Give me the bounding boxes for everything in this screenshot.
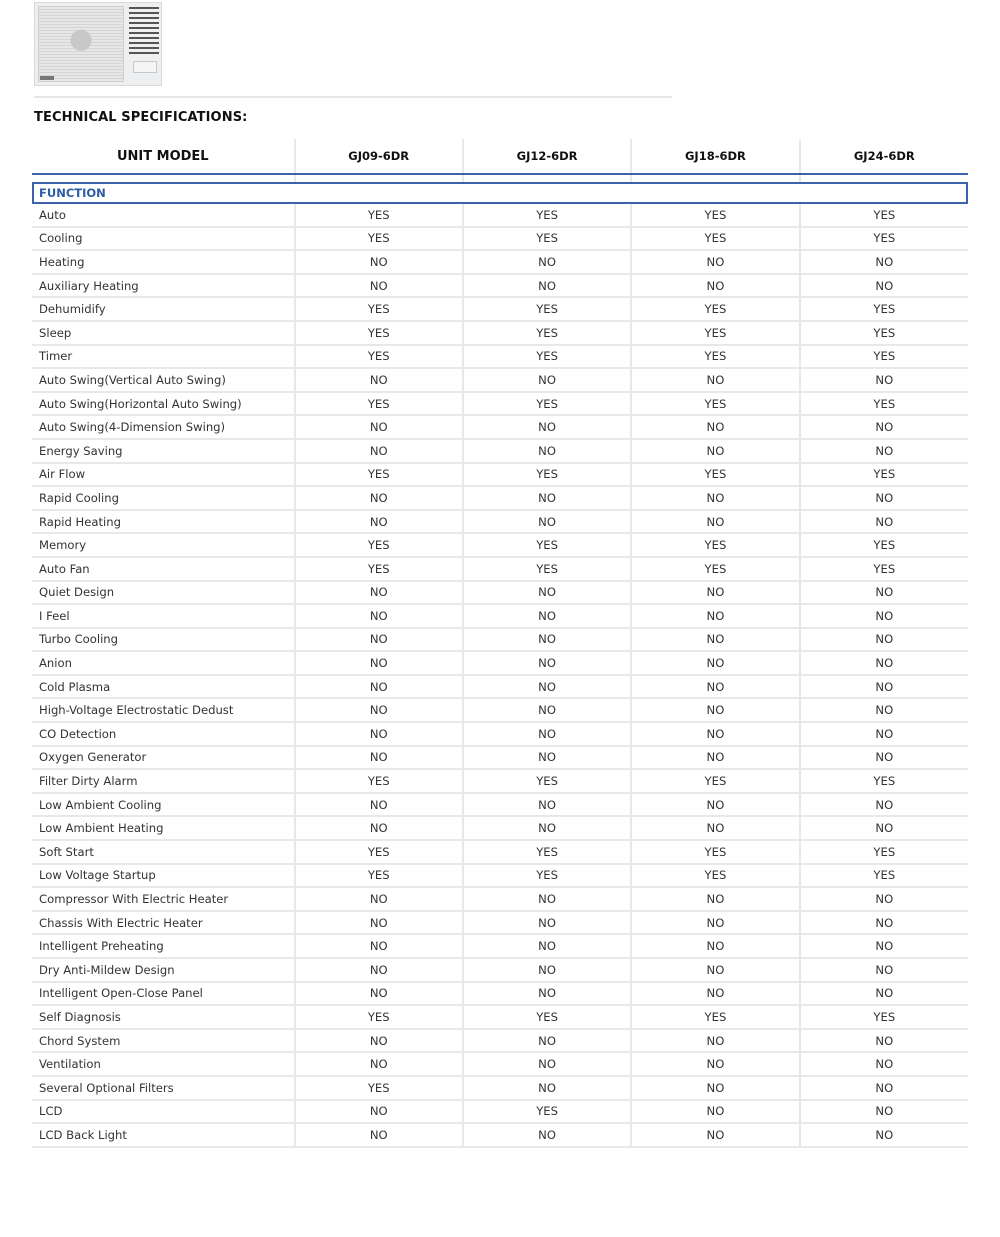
feature-label: Auxiliary Heating	[32, 274, 295, 298]
feature-value: YES	[631, 297, 799, 321]
table-row	[32, 816, 968, 840]
table-row	[32, 698, 968, 722]
feature-value: NO	[800, 934, 968, 958]
feature-value: NO	[463, 675, 631, 699]
feature-label: Air Flow	[32, 463, 295, 487]
feature-value: YES	[800, 769, 968, 793]
table-row	[32, 392, 968, 416]
feature-label: Filter Dirty Alarm	[32, 769, 295, 793]
product-image-window-ac	[34, 2, 162, 86]
feature-value: NO	[295, 1123, 463, 1147]
feature-label: High-Voltage Electrostatic Dedust	[32, 698, 295, 722]
feature-value: NO	[295, 628, 463, 652]
model-header: GJ24-6DR	[800, 139, 968, 173]
feature-value: YES	[295, 1005, 463, 1029]
feature-value: YES	[463, 533, 631, 557]
table-row	[32, 227, 968, 251]
feature-value: YES	[800, 321, 968, 345]
feature-label: LCD Back Light	[32, 1123, 295, 1147]
table-row	[32, 675, 968, 699]
feature-value: YES	[631, 204, 799, 227]
feature-value: NO	[295, 439, 463, 463]
feature-value: YES	[295, 533, 463, 557]
spec-table	[32, 139, 968, 1148]
feature-value: YES	[463, 463, 631, 487]
feature-value: NO	[631, 604, 799, 628]
feature-value: NO	[295, 1100, 463, 1124]
feature-value: NO	[800, 982, 968, 1006]
feature-value: YES	[800, 227, 968, 251]
feature-label: Cooling	[32, 227, 295, 251]
feature-value: NO	[295, 675, 463, 699]
feature-value: NO	[295, 250, 463, 274]
feature-value: YES	[463, 769, 631, 793]
feature-value: YES	[295, 840, 463, 864]
feature-value: NO	[463, 746, 631, 770]
feature-value: NO	[463, 1052, 631, 1076]
feature-value: YES	[295, 227, 463, 251]
feature-value: NO	[631, 887, 799, 911]
feature-label: Auto Fan	[32, 557, 295, 581]
feature-value: NO	[463, 887, 631, 911]
feature-value: NO	[295, 722, 463, 746]
feature-value: YES	[631, 840, 799, 864]
feature-label: Dehumidify	[32, 297, 295, 321]
feature-label: Low Ambient Heating	[32, 816, 295, 840]
feature-value: NO	[631, 675, 799, 699]
table-row	[32, 415, 968, 439]
table-row	[32, 1123, 968, 1147]
feature-label: Rapid Heating	[32, 510, 295, 534]
feature-value: NO	[463, 486, 631, 510]
feature-value: YES	[800, 864, 968, 888]
feature-value: NO	[631, 982, 799, 1006]
model-header: GJ18-6DR	[631, 139, 799, 173]
feature-value: NO	[631, 1052, 799, 1076]
feature-label: Auto Swing(4-Dimension Swing)	[32, 415, 295, 439]
feature-value: YES	[295, 1076, 463, 1100]
feature-value: NO	[463, 415, 631, 439]
feature-value: NO	[295, 486, 463, 510]
feature-value: YES	[800, 840, 968, 864]
table-row	[32, 557, 968, 581]
feature-value: NO	[631, 1029, 799, 1053]
feature-label: Intelligent Open-Close Panel	[32, 982, 295, 1006]
feature-value: YES	[800, 557, 968, 581]
feature-value: NO	[800, 1052, 968, 1076]
feature-value: NO	[463, 1076, 631, 1100]
table-row	[32, 345, 968, 369]
feature-label: Auto Swing(Horizontal Auto Swing)	[32, 392, 295, 416]
feature-label: Energy Saving	[32, 439, 295, 463]
feature-value: NO	[295, 510, 463, 534]
feature-value: NO	[631, 581, 799, 605]
table-row	[32, 746, 968, 770]
table-row	[32, 368, 968, 392]
feature-value: YES	[463, 345, 631, 369]
feature-value: NO	[800, 1100, 968, 1124]
feature-value: YES	[463, 840, 631, 864]
feature-value: NO	[463, 793, 631, 817]
feature-value: YES	[463, 204, 631, 227]
feature-value: NO	[800, 651, 968, 675]
feature-value: NO	[463, 722, 631, 746]
feature-label: Turbo Cooling	[32, 628, 295, 652]
feature-value: YES	[800, 392, 968, 416]
feature-value: NO	[631, 746, 799, 770]
feature-value: YES	[295, 864, 463, 888]
feature-label: Timer	[32, 345, 295, 369]
feature-value: NO	[295, 982, 463, 1006]
feature-value: YES	[631, 227, 799, 251]
table-row	[32, 510, 968, 534]
table-row	[32, 463, 968, 487]
table-row	[32, 651, 968, 675]
table-row	[32, 722, 968, 746]
feature-value: NO	[631, 958, 799, 982]
feature-label: Oxygen Generator	[32, 746, 295, 770]
feature-value: NO	[463, 1029, 631, 1053]
feature-value: NO	[463, 934, 631, 958]
feature-value: NO	[631, 934, 799, 958]
feature-label: Auto	[32, 204, 295, 227]
feature-value: YES	[631, 533, 799, 557]
feature-label: Compressor With Electric Heater	[32, 887, 295, 911]
feature-value: NO	[631, 816, 799, 840]
feature-value: YES	[800, 533, 968, 557]
feature-value: YES	[295, 204, 463, 227]
feature-value: NO	[800, 628, 968, 652]
table-row	[32, 887, 968, 911]
feature-value: YES	[463, 392, 631, 416]
feature-value: YES	[631, 864, 799, 888]
table-row	[32, 982, 968, 1006]
top-divider	[34, 96, 672, 98]
feature-value: NO	[295, 604, 463, 628]
feature-value: NO	[295, 934, 463, 958]
table-row	[32, 1052, 968, 1076]
feature-value: NO	[631, 698, 799, 722]
feature-label: Low Voltage Startup	[32, 864, 295, 888]
feature-value: NO	[800, 911, 968, 935]
feature-value: NO	[295, 816, 463, 840]
table-row	[32, 533, 968, 557]
feature-label: Auto Swing(Vertical Auto Swing)	[32, 368, 295, 392]
feature-value: NO	[463, 651, 631, 675]
feature-value: YES	[631, 392, 799, 416]
feature-value: NO	[295, 887, 463, 911]
feature-label: CO Detection	[32, 722, 295, 746]
feature-value: YES	[631, 769, 799, 793]
feature-value: YES	[463, 297, 631, 321]
feature-value: NO	[463, 368, 631, 392]
table-row	[32, 934, 968, 958]
feature-value: NO	[631, 415, 799, 439]
fan-grille	[38, 6, 124, 82]
feature-value: YES	[631, 463, 799, 487]
feature-label: Chassis With Electric Heater	[32, 911, 295, 935]
feature-value: NO	[800, 604, 968, 628]
feature-label: Chord System	[32, 1029, 295, 1053]
feature-value: NO	[295, 415, 463, 439]
feature-value: NO	[800, 698, 968, 722]
feature-value: YES	[800, 297, 968, 321]
feature-value: NO	[631, 250, 799, 274]
feature-value: NO	[800, 486, 968, 510]
feature-value: NO	[463, 628, 631, 652]
feature-label: Rapid Cooling	[32, 486, 295, 510]
model-header: GJ09-6DR	[295, 139, 463, 173]
feature-value: NO	[800, 816, 968, 840]
feature-value: NO	[800, 746, 968, 770]
feature-value: NO	[463, 958, 631, 982]
feature-value: NO	[800, 368, 968, 392]
feature-value: NO	[463, 510, 631, 534]
spec-title: TECHNICAL SPECIFICATIONS:	[34, 110, 248, 125]
table-row	[32, 793, 968, 817]
table-row	[32, 1100, 968, 1124]
feature-value: YES	[295, 769, 463, 793]
feature-label: Several Optional Filters	[32, 1076, 295, 1100]
feature-value: YES	[800, 204, 968, 227]
table-row	[32, 604, 968, 628]
feature-value: YES	[800, 1005, 968, 1029]
table-row	[32, 628, 968, 652]
model-header: GJ12-6DR	[463, 139, 631, 173]
table-row	[32, 250, 968, 274]
feature-value: YES	[463, 557, 631, 581]
feature-value: NO	[463, 439, 631, 463]
feature-value: NO	[800, 274, 968, 298]
table-row	[32, 769, 968, 793]
feature-value: NO	[631, 439, 799, 463]
feature-value: NO	[800, 675, 968, 699]
feature-value: YES	[295, 297, 463, 321]
feature-value: NO	[295, 911, 463, 935]
feature-value: NO	[800, 722, 968, 746]
feature-value: NO	[800, 581, 968, 605]
air-vents	[129, 7, 159, 55]
feature-value: NO	[463, 911, 631, 935]
table-row	[32, 439, 968, 463]
feature-value: NO	[295, 1029, 463, 1053]
table-row	[32, 274, 968, 298]
feature-value: NO	[631, 651, 799, 675]
feature-value: NO	[463, 274, 631, 298]
feature-value: NO	[800, 958, 968, 982]
feature-value: YES	[800, 345, 968, 369]
feature-value: NO	[800, 1076, 968, 1100]
feature-value: NO	[295, 581, 463, 605]
feature-label: Dry Anti-Mildew Design	[32, 958, 295, 982]
feature-value: NO	[295, 793, 463, 817]
feature-value: YES	[631, 321, 799, 345]
feature-value: NO	[631, 1076, 799, 1100]
feature-value: YES	[463, 321, 631, 345]
feature-value: NO	[631, 486, 799, 510]
table-row	[32, 204, 968, 227]
feature-value: NO	[800, 1029, 968, 1053]
table-row	[32, 911, 968, 935]
brand-logo	[40, 76, 54, 80]
table-row	[32, 1076, 968, 1100]
table-row	[32, 297, 968, 321]
spec-body	[32, 204, 968, 1147]
feature-value: NO	[463, 982, 631, 1006]
feature-value: NO	[631, 722, 799, 746]
feature-label: Quiet Design	[32, 581, 295, 605]
unit-model-header: UNIT MODEL	[116, 148, 209, 164]
section-row	[32, 182, 968, 204]
feature-label: Intelligent Preheating	[32, 934, 295, 958]
table-row	[32, 486, 968, 510]
feature-value: NO	[463, 581, 631, 605]
feature-label: Heating	[32, 250, 295, 274]
feature-value: NO	[800, 439, 968, 463]
feature-value: NO	[800, 510, 968, 534]
feature-value: YES	[463, 1100, 631, 1124]
feature-label: LCD	[32, 1100, 295, 1124]
feature-value: NO	[631, 793, 799, 817]
table-row	[32, 1029, 968, 1053]
feature-label: Memory	[32, 533, 295, 557]
feature-value: NO	[800, 250, 968, 274]
table-row	[32, 840, 968, 864]
table-row	[32, 864, 968, 888]
feature-value: YES	[631, 1005, 799, 1029]
feature-value: YES	[631, 345, 799, 369]
feature-value: NO	[295, 958, 463, 982]
feature-value: NO	[463, 250, 631, 274]
feature-value: NO	[295, 651, 463, 675]
feature-label: Sleep	[32, 321, 295, 345]
feature-value: NO	[631, 368, 799, 392]
feature-value: YES	[295, 321, 463, 345]
feature-label: Cold Plasma	[32, 675, 295, 699]
feature-label: Low Ambient Cooling	[32, 793, 295, 817]
feature-value: NO	[800, 887, 968, 911]
feature-value: YES	[463, 1005, 631, 1029]
feature-value: NO	[800, 415, 968, 439]
feature-value: YES	[463, 227, 631, 251]
feature-value: NO	[631, 274, 799, 298]
feature-value: YES	[800, 463, 968, 487]
feature-label: Self Diagnosis	[32, 1005, 295, 1029]
feature-value: NO	[463, 816, 631, 840]
control-panel	[133, 61, 157, 73]
feature-value: NO	[631, 911, 799, 935]
feature-value: NO	[295, 274, 463, 298]
feature-value: NO	[295, 698, 463, 722]
header-row	[32, 139, 968, 173]
feature-value: NO	[631, 1123, 799, 1147]
header-gap	[32, 175, 968, 182]
table-row	[32, 321, 968, 345]
table-row	[32, 958, 968, 982]
table-row	[32, 581, 968, 605]
feature-value: YES	[463, 864, 631, 888]
feature-value: NO	[463, 1123, 631, 1147]
feature-value: NO	[463, 604, 631, 628]
feature-value: NO	[295, 1052, 463, 1076]
feature-label: I Feel	[32, 604, 295, 628]
feature-value: NO	[800, 793, 968, 817]
feature-label: Anion	[32, 651, 295, 675]
feature-label: Soft Start	[32, 840, 295, 864]
feature-value: NO	[631, 510, 799, 534]
feature-value: YES	[295, 463, 463, 487]
feature-value: YES	[295, 557, 463, 581]
section-heading-function: FUNCTION	[32, 182, 968, 204]
feature-value: NO	[295, 368, 463, 392]
feature-value: YES	[631, 557, 799, 581]
feature-value: NO	[631, 628, 799, 652]
feature-value: NO	[800, 1123, 968, 1147]
feature-value: NO	[295, 746, 463, 770]
feature-value: NO	[631, 1100, 799, 1124]
table-row	[32, 1005, 968, 1029]
feature-value: YES	[295, 392, 463, 416]
feature-label: Ventilation	[32, 1052, 295, 1076]
feature-value: YES	[295, 345, 463, 369]
feature-value: NO	[463, 698, 631, 722]
